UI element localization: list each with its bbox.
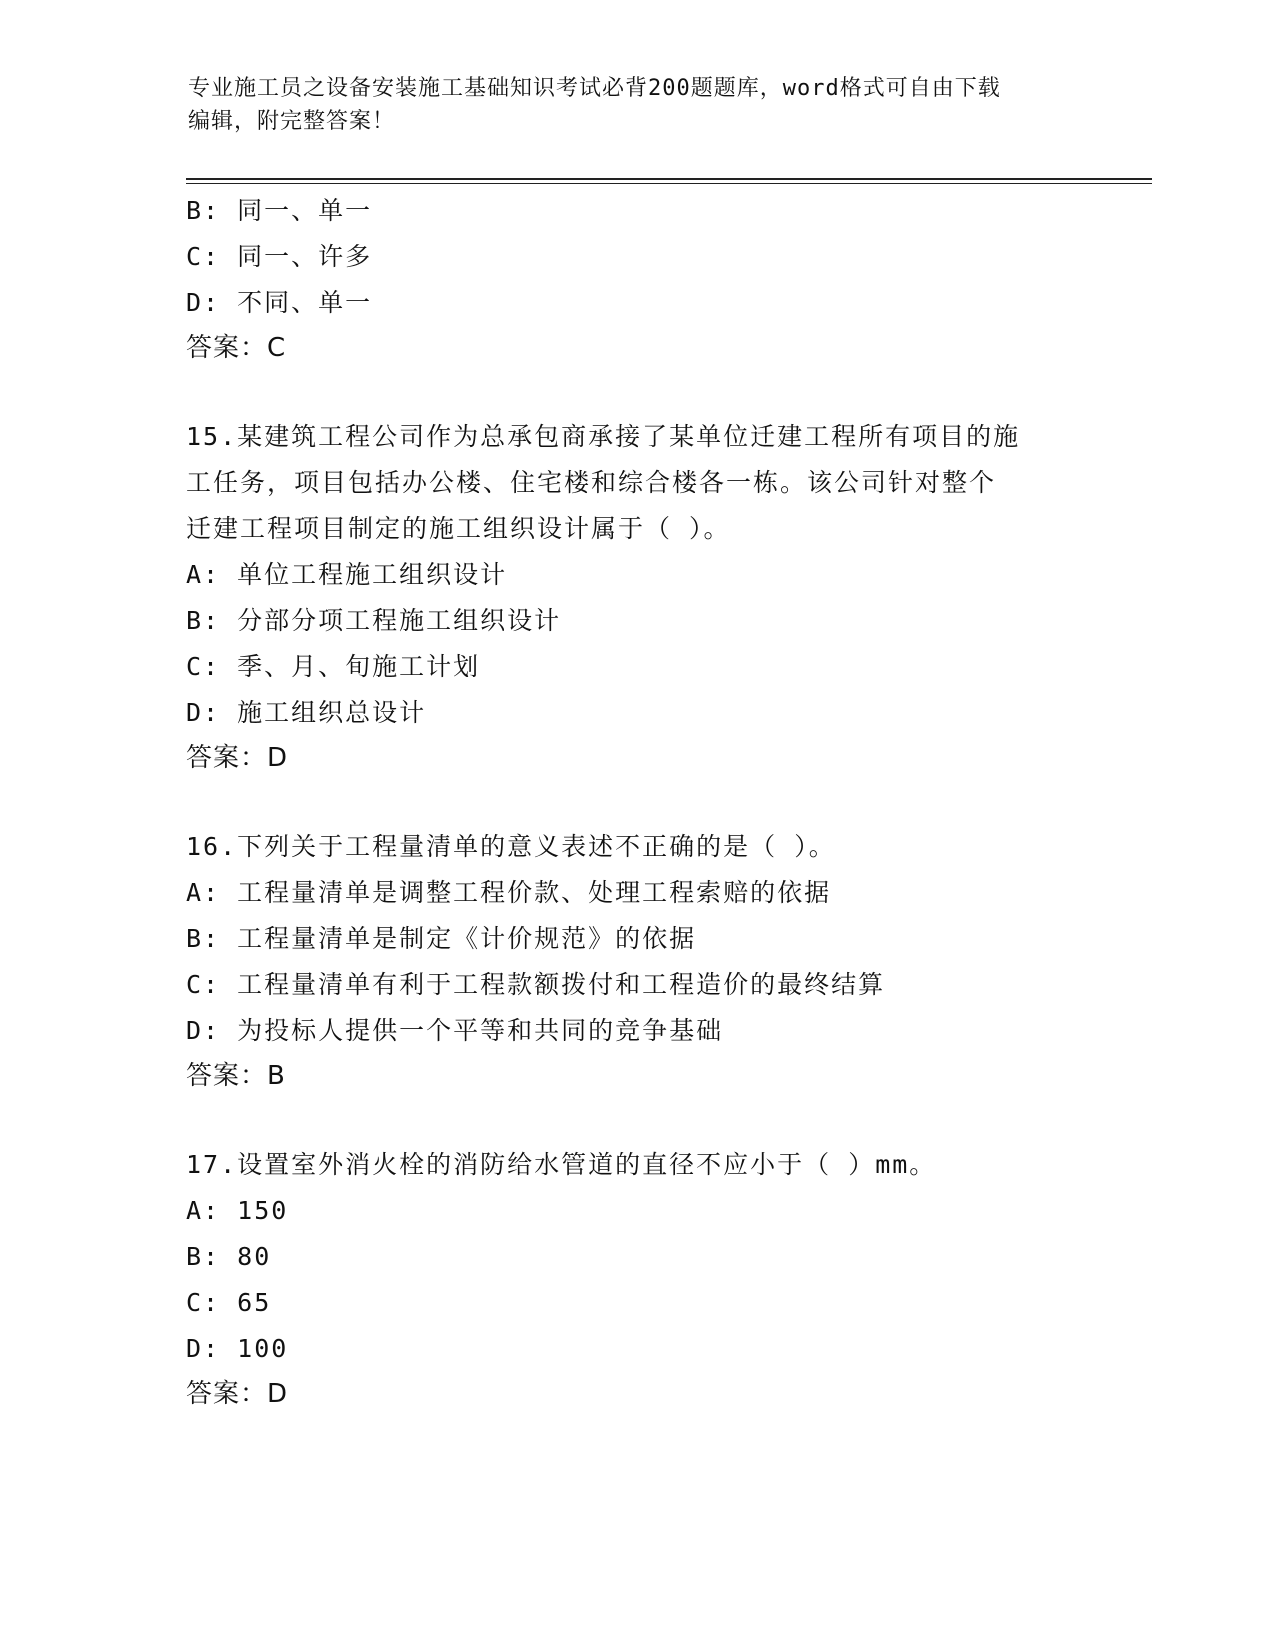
- answer-line: 答案：C: [186, 333, 287, 363]
- spacer: [186, 780, 1106, 824]
- option-b: B: 80: [186, 1242, 272, 1271]
- spacer: [186, 1098, 1106, 1142]
- document-header: [188, 72, 1088, 138]
- question-17: [186, 1142, 1106, 1416]
- option-d: D: 为投标人提供一个平等和共同的竞争基础: [186, 1016, 724, 1045]
- option-d: D: 100: [186, 1334, 289, 1363]
- option-b: B: 工程量清单是制定《计价规范》的依据: [186, 924, 697, 953]
- option-d: D: 施工组织总设计: [186, 698, 427, 727]
- question-16: [186, 824, 1106, 1098]
- option-c: C: 同一、许多: [186, 242, 373, 271]
- header-title-line2: 编辑，附完整答案！: [188, 109, 396, 134]
- stem-line: 15.某建筑工程公司作为总承包商承接了某单位迁建工程所有项目的施: [186, 422, 1021, 451]
- stem-line: 17.设置室外消火栓的消防给水管道的直径不应小于（ ）mm。: [186, 1150, 937, 1179]
- question-list: [186, 188, 1106, 1416]
- question-stem: [186, 414, 1106, 552]
- answer-line: 答案：D: [186, 743, 289, 773]
- option-a: A: 150: [186, 1196, 289, 1225]
- header-title-line1: 专业施工员之设备安装施工基础知识考试必背200题题库，word格式可自由下载: [188, 76, 1001, 101]
- question-stem: [186, 1142, 1106, 1188]
- stem-line: 16.下列关于工程量清单的意义表述不正确的是（ ）。: [186, 832, 836, 861]
- option-b: B: 同一、单一: [186, 196, 373, 225]
- question-15: [186, 414, 1106, 780]
- answer-line: 答案：D: [186, 1379, 289, 1409]
- option-a: A: 工程量清单是调整工程价款、处理工程索赔的依据: [186, 878, 832, 907]
- prev-question: [186, 188, 1106, 370]
- option-c: C: 工程量清单有利于工程款额拨付和工程造价的最终结算: [186, 970, 886, 999]
- question-stem: [186, 824, 1106, 870]
- header-divider: [186, 178, 1152, 184]
- option-a: A: 单位工程施工组织设计: [186, 560, 508, 589]
- spacer: [186, 370, 1106, 414]
- option-b: B: 分部分项工程施工组织设计: [186, 606, 562, 635]
- option-c: C: 季、月、旬施工计划: [186, 652, 481, 681]
- option-d: D: 不同、单一: [186, 288, 373, 317]
- answer-line: 答案：B: [186, 1061, 286, 1091]
- option-c: C: 65: [186, 1288, 272, 1317]
- stem-line: 迁建工程项目制定的施工组织设计属于（ ）。: [186, 514, 731, 543]
- stem-line: 工任务，项目包括办公楼、住宅楼和综合楼各一栋。该公司针对整个: [186, 468, 997, 497]
